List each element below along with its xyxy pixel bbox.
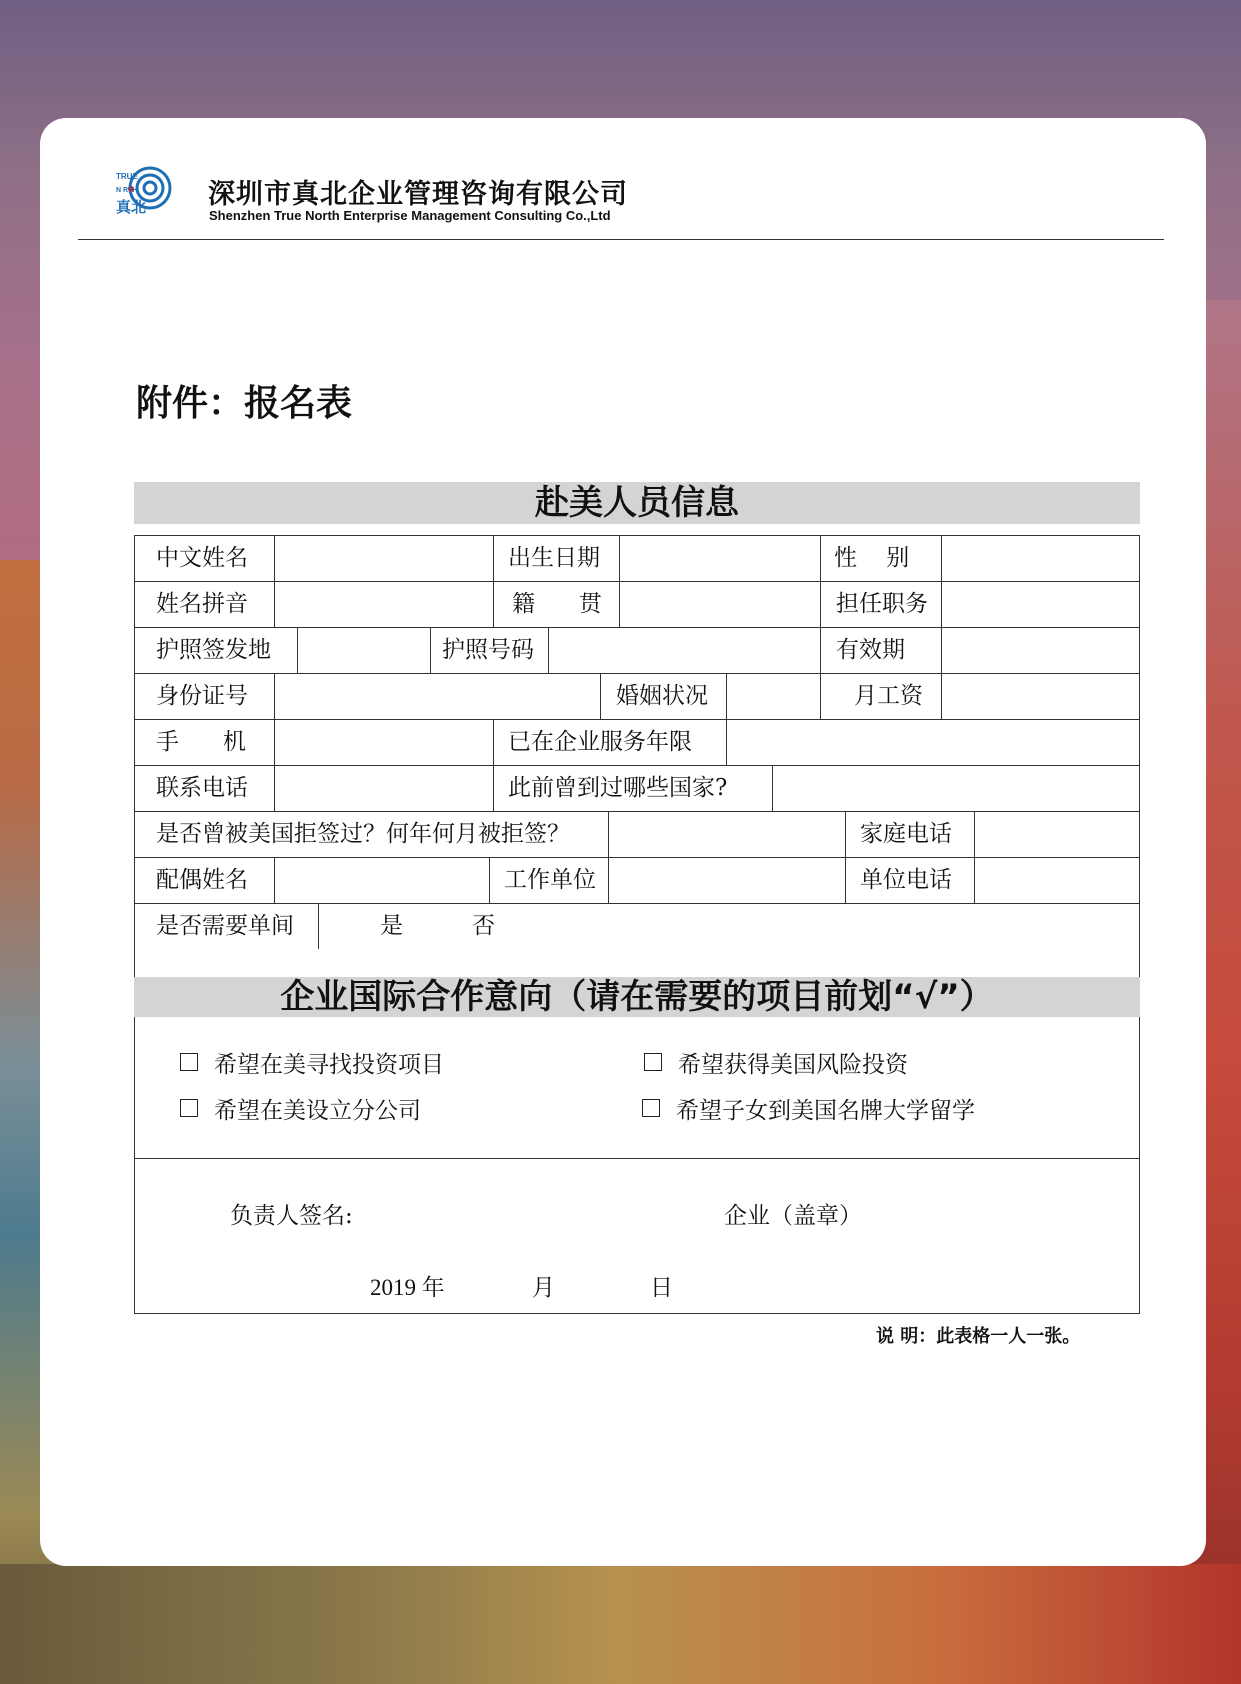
label-date-of-birth: 出生日期 <box>508 545 600 571</box>
col-divider <box>274 581 275 627</box>
col-divider <box>274 673 275 719</box>
col-divider <box>820 581 821 627</box>
col-divider <box>619 581 620 627</box>
footnote: 说 明：此表格一人一张。 <box>876 1326 1081 1347</box>
section-title-personal-info: 赴美人员信息 <box>134 482 1140 524</box>
label-contact-phone: 联系电话 <box>156 775 248 801</box>
col-divider <box>820 535 821 581</box>
label-single-room: 是否需要单间 <box>156 913 294 939</box>
label-visa-refused: 是否曾被美国拒签过？何年何月被拒签？ <box>156 821 570 847</box>
option-label: 希望在美设立分公司 <box>214 1097 421 1124</box>
logo-text-2: N RTH <box>116 187 138 194</box>
col-divider <box>619 535 620 581</box>
row-divider <box>134 857 1140 858</box>
col-divider <box>548 627 549 673</box>
col-divider <box>608 811 609 857</box>
label-passport-issue-place: 护照签发地 <box>156 637 271 663</box>
checkbox[interactable] <box>180 1053 198 1071</box>
logo-text-1: TRUE <box>116 172 138 181</box>
col-divider <box>726 673 727 719</box>
option-venture-capital[interactable] <box>644 1047 908 1077</box>
col-divider <box>274 719 275 765</box>
label-mobile: 手 机 <box>156 729 246 755</box>
logo-text-3: 真北 <box>116 198 147 216</box>
label-home-phone: 家庭电话 <box>860 821 952 847</box>
label-spouse-name: 配偶姓名 <box>156 867 248 893</box>
label-work-phone: 单位电话 <box>860 867 952 893</box>
label-position: 担任职务 <box>836 591 928 617</box>
label-monthly-salary: 月工资 <box>854 683 923 709</box>
option-no[interactable]: 否 <box>472 913 495 939</box>
col-divider <box>941 535 942 581</box>
label-company-seal: 企业（盖章） <box>724 1203 862 1229</box>
option-label: 希望获得美国风险投资 <box>678 1051 908 1078</box>
row-divider <box>134 1158 1140 1159</box>
option-label: 希望在美寻找投资项目 <box>214 1051 444 1078</box>
label-native-place: 籍 贯 <box>512 591 602 617</box>
date-month: 月 <box>532 1275 555 1301</box>
col-divider <box>820 673 821 719</box>
col-divider <box>772 765 773 811</box>
date-year: 2019 年 <box>370 1275 445 1300</box>
option-label: 希望子女到美国名牌大学留学 <box>676 1097 975 1124</box>
label-name-pinyin: 姓名拼音 <box>156 591 248 617</box>
background-bottom <box>0 1564 1241 1684</box>
col-divider <box>820 627 821 673</box>
label-passport-number: 护照号码 <box>442 637 534 663</box>
col-divider <box>274 857 275 903</box>
col-divider <box>845 811 846 857</box>
col-divider <box>726 719 727 765</box>
label-employer: 工作单位 <box>504 867 596 893</box>
col-divider <box>318 903 319 949</box>
col-divider <box>493 535 494 581</box>
document-title: 附件：报名表 <box>136 382 353 424</box>
checkbox[interactable] <box>642 1099 660 1117</box>
label-signature: 负责人签名: <box>230 1203 353 1229</box>
company-name-cn: 深圳市真北企业管理咨询有限公司 <box>208 179 628 210</box>
col-divider <box>600 673 601 719</box>
date-day: 日 <box>650 1275 673 1301</box>
label-id-number: 身份证号 <box>156 683 248 709</box>
header-divider <box>78 239 1164 240</box>
col-divider <box>493 581 494 627</box>
col-divider <box>941 673 942 719</box>
letterhead <box>78 158 1164 240</box>
registration-form <box>134 482 1140 1314</box>
col-divider <box>489 857 490 903</box>
label-countries-visited: 此前曾到过哪些国家? <box>508 775 728 801</box>
col-divider <box>297 627 298 673</box>
col-divider <box>493 719 494 765</box>
section-title-cooperation: 企业国际合作意向（请在需要的项目前划“√”） <box>134 977 1140 1017</box>
company-name-en: Shenzhen True North Enterprise Management Consulting Co.,Ltd <box>209 208 611 223</box>
col-divider <box>941 627 942 673</box>
label-validity: 有效期 <box>836 637 905 663</box>
col-divider <box>274 765 275 811</box>
label-chinese-name: 中文姓名 <box>156 545 248 571</box>
col-divider <box>845 857 846 903</box>
checkbox[interactable] <box>644 1053 662 1071</box>
col-divider <box>974 857 975 903</box>
col-divider <box>493 765 494 811</box>
label-gender: 性 别 <box>834 545 910 571</box>
col-divider <box>974 811 975 857</box>
row-divider <box>134 581 1140 582</box>
option-investment-projects[interactable] <box>180 1047 444 1077</box>
row-divider <box>134 627 1140 628</box>
label-years-of-service: 已在企业服务年限 <box>508 729 692 755</box>
checkbox[interactable] <box>180 1099 198 1117</box>
col-divider <box>274 535 275 581</box>
option-branch-office[interactable] <box>180 1093 421 1123</box>
col-divider <box>430 627 431 673</box>
option-children-study[interactable] <box>642 1093 975 1123</box>
option-yes[interactable]: 是 <box>380 913 403 939</box>
col-divider <box>941 581 942 627</box>
label-marital-status: 婚姻状况 <box>616 683 708 709</box>
col-divider <box>608 857 609 903</box>
true-north-logo-icon <box>116 164 174 218</box>
